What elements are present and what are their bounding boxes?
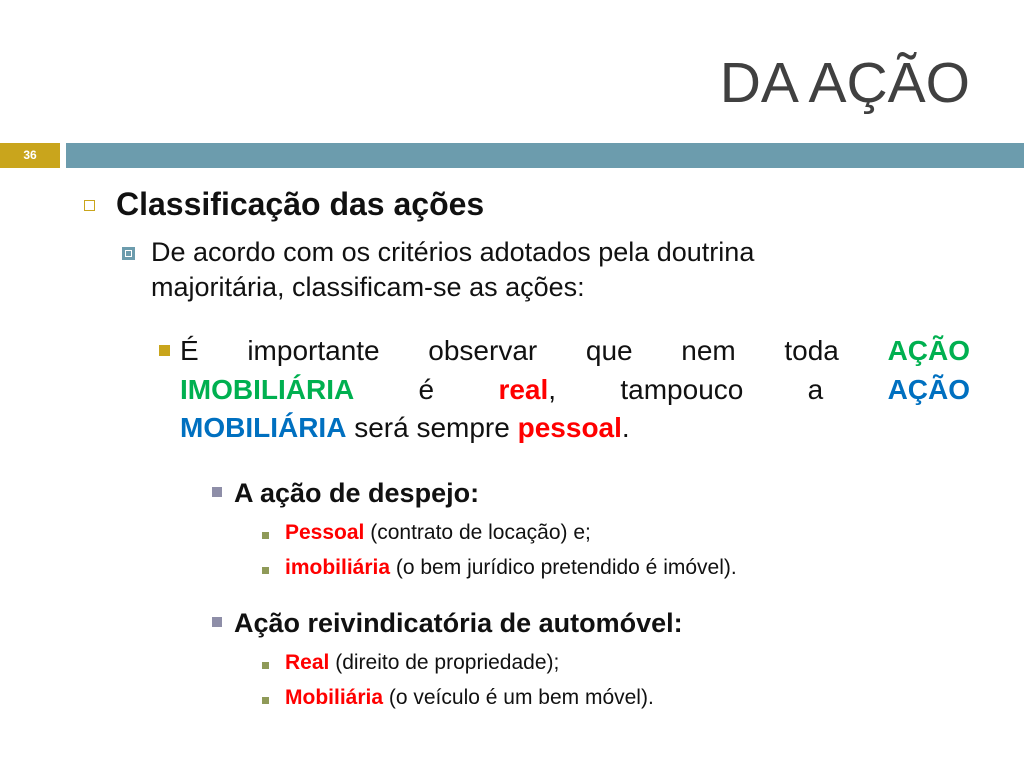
note-text: é [418,373,435,405]
note-line-3 [180,409,970,448]
framed-square-bullet-icon [122,247,135,260]
small-square-bullet-icon [262,567,269,574]
filled-square-bullet-icon [212,617,222,627]
example-description: (o veículo é um bem móvel). [388,686,654,709]
note-line-1 [180,332,970,371]
example-heading: A ação de despejo: [234,478,480,508]
section-heading: Classificação das ações [116,186,485,222]
example-item [285,520,591,545]
slide-title: DA AÇÃO [719,51,970,115]
example-term: Real [285,651,330,674]
note-text: . [621,412,630,443]
example-description: (direito de propriedade); [335,651,560,674]
filled-square-bullet-icon [212,487,222,497]
note-keyword-pessoal: pessoal [517,412,622,443]
slide-number: 36 [0,143,60,168]
example-item [285,555,737,580]
small-square-bullet-icon [262,532,269,539]
example-heading: Ação reivindicatória de automóvel: [234,608,683,638]
note-text: , tampouco a [548,373,824,405]
note-text: É importante observar que nem toda [180,335,839,366]
note-term-mobiliaria: MOBILIÁRIA [180,412,347,443]
note-line-2 [180,371,970,410]
note-term-acao: AÇÃO [887,373,971,405]
filled-square-bullet-icon [159,345,170,356]
example-item [285,650,559,675]
example-term: Mobiliária [285,686,384,709]
note-keyword-real: real [498,373,549,405]
example-term: Pessoal [285,521,365,544]
small-square-bullet-icon [262,697,269,704]
small-square-bullet-icon [262,662,269,669]
example-item [285,685,654,710]
header-bar [66,143,1024,168]
note-term-acao: AÇÃO [887,335,971,366]
example-description: (contrato de locação) e; [370,521,591,544]
note-term-imobiliaria: IMOBILIÁRIA [180,373,355,405]
note-text: será sempre [354,412,510,443]
example-term: imobiliária [285,556,391,579]
note-paragraph [180,332,970,448]
intro-text: De acordo com os critérios adotados pela doutrina majoritária, classificam-se as ações: [151,237,755,302]
example-description: (o bem jurídico pretendido é imóvel). [395,556,737,579]
hollow-square-bullet-icon [84,200,95,211]
